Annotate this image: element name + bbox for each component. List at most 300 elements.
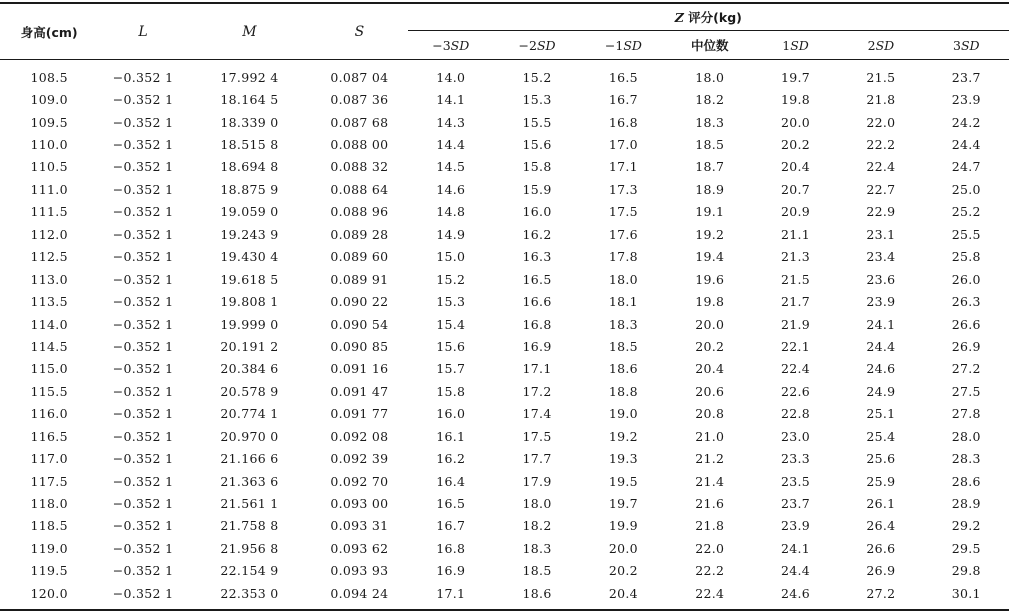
header-sd-suffix: SD — [450, 37, 470, 53]
table-cell: 0.091 47 — [330, 383, 389, 399]
table-cell: 20.191 2 — [220, 338, 279, 354]
table-cell: 26.6 — [866, 540, 896, 556]
table-cell: 16.3 — [522, 249, 552, 265]
header-sd-prefix: 1 — [782, 37, 791, 53]
table-cell: 21.6 — [695, 496, 725, 512]
table-cell: 21.8 — [695, 518, 725, 534]
header-sd-col — [753, 31, 838, 60]
table-cell: 24.4 — [866, 338, 896, 354]
table-cell: 0.093 00 — [330, 496, 389, 512]
header-z-label: 评分(kg) — [683, 10, 742, 25]
table-cell: 26.0 — [951, 271, 981, 287]
table-cell: 20.4 — [781, 159, 811, 175]
table-cell: 0.092 08 — [330, 428, 389, 444]
table-cell: −0.352 1 — [112, 451, 174, 467]
header-sd-prefix: 3 — [953, 37, 961, 53]
table-cell: 16.2 — [436, 451, 466, 467]
header-z-letter: Z — [674, 10, 684, 25]
table-cell: 15.0 — [436, 249, 466, 265]
table-cell: 23.3 — [781, 451, 811, 467]
table-cell: 18.339 0 — [220, 114, 279, 130]
table-cell: 0.092 39 — [330, 451, 389, 467]
table-cell: 15.3 — [522, 92, 552, 108]
table-row — [0, 425, 1009, 447]
table-cell: 15.8 — [436, 383, 466, 399]
table-cell: 14.9 — [436, 226, 466, 242]
table-cell: −0.352 1 — [112, 271, 174, 287]
header-sd-prefix: −1 — [604, 37, 624, 53]
table-header — [0, 3, 1009, 60]
table-cell: 18.9 — [695, 181, 725, 197]
table-cell: 19.8 — [781, 92, 811, 108]
table-cell: 18.164 5 — [220, 92, 279, 108]
table-cell: 18.3 — [695, 114, 725, 130]
table-cell: 16.5 — [522, 271, 552, 287]
table-row — [0, 178, 1009, 200]
table-cell: 28.6 — [951, 473, 981, 489]
table-cell: 22.9 — [866, 204, 896, 220]
table-cell: 15.2 — [522, 69, 552, 85]
table-cell: 17.5 — [522, 428, 552, 444]
table-cell: 20.578 9 — [220, 383, 279, 399]
table-cell: 0.091 77 — [330, 406, 389, 422]
header-L: L — [98, 3, 187, 60]
table-cell: 15.6 — [436, 338, 466, 354]
table-body — [0, 60, 1009, 610]
table-cell: 113.0 — [30, 271, 68, 287]
table-cell: 15.9 — [522, 181, 552, 197]
table-row — [0, 358, 1009, 380]
table-cell: 17.7 — [522, 451, 552, 467]
table-cell: 20.0 — [781, 114, 811, 130]
table-cell: 16.9 — [522, 338, 552, 354]
table-cell: −0.352 1 — [112, 316, 174, 332]
table-cell: 17.2 — [522, 383, 552, 399]
table-cell: 20.0 — [695, 316, 725, 332]
header-sd-suffix: SD — [875, 37, 895, 53]
table-cell: −0.352 1 — [112, 540, 174, 556]
table-cell: 110.5 — [30, 159, 68, 175]
table-cell: 17.6 — [608, 226, 638, 242]
table-cell: 25.6 — [866, 451, 896, 467]
table-cell: 29.8 — [951, 563, 981, 579]
table-cell: 29.2 — [951, 518, 981, 534]
table-row — [0, 246, 1009, 268]
table-cell: −0.352 1 — [112, 181, 174, 197]
table-cell: 17.992 4 — [220, 69, 279, 85]
table-cell: 115.0 — [30, 361, 68, 377]
table-cell: 21.8 — [866, 92, 896, 108]
table-cell: 22.4 — [781, 361, 811, 377]
table-cell: 0.088 64 — [330, 181, 389, 197]
table-cell: 116.5 — [30, 428, 68, 444]
table-cell: 16.2 — [522, 226, 552, 242]
table-cell: 108.5 — [30, 69, 68, 85]
table-cell: −0.352 1 — [112, 383, 174, 399]
table-row — [0, 313, 1009, 335]
table-cell: 113.5 — [30, 294, 68, 310]
header-sd-suffix: SD — [960, 37, 980, 53]
table-cell: 28.0 — [951, 428, 981, 444]
table-cell: 20.2 — [781, 137, 811, 153]
table-cell: 16.7 — [436, 518, 466, 534]
table-cell: 16.1 — [436, 428, 466, 444]
table-row — [0, 380, 1009, 402]
table-cell: 18.3 — [522, 540, 552, 556]
table-cell: −0.352 1 — [112, 496, 174, 512]
table-row — [0, 447, 1009, 469]
table-cell: 23.0 — [781, 428, 811, 444]
table-cell: 23.5 — [781, 473, 811, 489]
table-cell: 19.999 0 — [220, 316, 279, 332]
table-cell: 0.088 00 — [330, 137, 389, 153]
table-cell: 16.9 — [436, 563, 466, 579]
table-cell: 26.3 — [951, 294, 981, 310]
table-cell: 0.089 60 — [330, 249, 389, 265]
table-cell: 21.3 — [781, 249, 811, 265]
header-sd-col — [667, 31, 753, 60]
table-cell: 19.6 — [695, 271, 725, 287]
table-cell: 19.3 — [608, 451, 638, 467]
table-cell: 23.1 — [866, 226, 896, 242]
table-cell: 15.7 — [436, 361, 466, 377]
header-z-score-group — [408, 3, 1009, 31]
table-cell: 0.088 32 — [330, 159, 389, 175]
table-cell: 18.6 — [522, 585, 552, 601]
header-sd-prefix: −3 — [432, 37, 451, 53]
table-cell: 18.0 — [522, 496, 552, 512]
table-row — [0, 582, 1009, 609]
table-cell: −0.352 1 — [112, 159, 174, 175]
table-cell: 17.0 — [608, 137, 638, 153]
table-cell: 23.9 — [866, 294, 896, 310]
table-cell: 16.8 — [522, 316, 552, 332]
table-row — [0, 156, 1009, 178]
table-cell: 27.8 — [951, 406, 981, 422]
table-cell: 0.090 22 — [330, 294, 389, 310]
table-cell: 23.7 — [951, 69, 981, 85]
table-cell: −0.352 1 — [112, 338, 174, 354]
table-cell: 21.1 — [781, 226, 811, 242]
table-row — [0, 88, 1009, 110]
table-cell: 119.0 — [30, 540, 68, 556]
table-cell: 21.9 — [781, 316, 811, 332]
table-cell: 110.0 — [30, 137, 68, 153]
table-cell: 20.8 — [695, 406, 725, 422]
header-sd-suffix: SD — [536, 37, 556, 53]
table-cell: 14.8 — [436, 204, 466, 220]
table-cell: 23.4 — [866, 249, 896, 265]
table-cell: −0.352 1 — [112, 114, 174, 130]
table-cell: 22.2 — [866, 137, 896, 153]
table-cell: 18.5 — [608, 338, 638, 354]
table-cell: 24.6 — [781, 585, 811, 601]
table-cell: 15.5 — [522, 114, 552, 130]
header-sd-col — [494, 31, 580, 60]
table-cell: 0.093 62 — [330, 540, 389, 556]
table-cell: 15.6 — [522, 137, 552, 153]
table-cell: 20.2 — [608, 563, 638, 579]
table-row — [0, 111, 1009, 133]
table-cell: 0.090 54 — [330, 316, 389, 332]
table-cell: 21.4 — [695, 473, 725, 489]
header-sd-col — [408, 31, 494, 60]
table-cell: 17.4 — [522, 406, 552, 422]
table-cell: 24.9 — [866, 383, 896, 399]
table-cell: 27.5 — [951, 383, 981, 399]
table-row — [0, 60, 1009, 89]
table-cell: 18.0 — [695, 69, 725, 85]
table-cell: 0.089 28 — [330, 226, 389, 242]
table-cell: 26.1 — [866, 496, 896, 512]
table-cell: 23.9 — [951, 92, 981, 108]
table-cell: 20.7 — [781, 181, 811, 197]
table-cell: 0.087 04 — [330, 69, 389, 85]
table-cell: 112.0 — [30, 226, 68, 242]
table-row — [0, 223, 1009, 245]
table-cell: 21.7 — [781, 294, 811, 310]
table-row — [0, 515, 1009, 537]
table-cell: −0.352 1 — [112, 585, 174, 601]
table-cell: 0.093 31 — [330, 518, 389, 534]
table-cell: 18.5 — [522, 563, 552, 579]
table-cell: 20.774 1 — [220, 406, 279, 422]
table-cell: 25.4 — [866, 428, 896, 444]
table-cell: −0.352 1 — [112, 428, 174, 444]
table-cell: 21.561 1 — [220, 496, 279, 512]
table-cell: −0.352 1 — [112, 406, 174, 422]
table-cell: 16.8 — [608, 114, 638, 130]
table-cell: 16.4 — [436, 473, 466, 489]
table-cell: 22.4 — [866, 159, 896, 175]
table-cell: 0.092 70 — [330, 473, 389, 489]
table-cell: 19.243 9 — [220, 226, 279, 242]
table-cell: 28.9 — [951, 496, 981, 512]
table-cell: 22.7 — [866, 181, 896, 197]
table-row — [0, 470, 1009, 492]
table-cell: 22.2 — [695, 563, 725, 579]
table-row — [0, 492, 1009, 514]
table-cell: 114.0 — [30, 316, 68, 332]
table-cell: 119.5 — [30, 563, 68, 579]
table-row — [0, 560, 1009, 582]
table-cell: 17.1 — [522, 361, 552, 377]
table-cell: 111.5 — [30, 204, 68, 220]
table-cell: 115.5 — [30, 383, 68, 399]
table-cell: 109.0 — [30, 92, 68, 108]
table-cell: 26.4 — [866, 518, 896, 534]
table-cell: 27.2 — [951, 361, 981, 377]
table-cell: 22.154 9 — [220, 563, 279, 579]
table-cell: 18.0 — [608, 271, 638, 287]
table-cell: 21.0 — [695, 428, 725, 444]
table-row — [0, 403, 1009, 425]
table-cell: 0.089 91 — [330, 271, 389, 287]
table-cell: 27.2 — [866, 585, 896, 601]
table-cell: 26.9 — [951, 338, 981, 354]
table-cell: 15.3 — [436, 294, 466, 310]
table-cell: 19.7 — [781, 69, 811, 85]
table-cell: 19.2 — [695, 226, 725, 242]
table-cell: 18.6 — [608, 361, 638, 377]
table-cell: 19.5 — [608, 473, 638, 489]
table-cell: 20.4 — [695, 361, 725, 377]
table-cell: 22.8 — [781, 406, 811, 422]
table-cell: 109.5 — [30, 114, 68, 130]
table-cell: 23.6 — [866, 271, 896, 287]
table-cell: 14.5 — [436, 159, 466, 175]
table-cell: 17.1 — [436, 585, 466, 601]
table-cell: 30.1 — [951, 585, 981, 601]
table-cell: 20.4 — [608, 585, 638, 601]
table-cell: 0.093 93 — [330, 563, 389, 579]
table-cell: −0.352 1 — [112, 361, 174, 377]
table-cell: 14.6 — [436, 181, 466, 197]
growth-reference-table — [0, 2, 1009, 611]
table-cell: 24.6 — [866, 361, 896, 377]
table-cell: 23.7 — [781, 496, 811, 512]
table-cell: 14.3 — [436, 114, 466, 130]
table-cell: 120.0 — [30, 585, 68, 601]
table-cell: 18.7 — [695, 159, 725, 175]
table-cell: 17.1 — [608, 159, 638, 175]
table-cell: 23.9 — [781, 518, 811, 534]
table-cell: 0.091 16 — [330, 361, 389, 377]
table-cell: 20.970 0 — [220, 428, 279, 444]
table-cell: 22.0 — [695, 540, 725, 556]
table-cell: −0.352 1 — [112, 563, 174, 579]
table-cell: 15.8 — [522, 159, 552, 175]
table-cell: 19.7 — [608, 496, 638, 512]
table-cell: 20.0 — [608, 540, 638, 556]
table-cell: −0.352 1 — [112, 294, 174, 310]
table-cell: 19.808 1 — [220, 294, 279, 310]
table-cell: 0.094 24 — [330, 585, 389, 601]
table-cell: 20.6 — [695, 383, 725, 399]
table-cell: −0.352 1 — [112, 69, 174, 85]
table-cell: 16.0 — [522, 204, 552, 220]
table-cell: −0.352 1 — [112, 204, 174, 220]
header-sd-col — [580, 31, 666, 60]
table-cell: 14.0 — [436, 69, 466, 85]
table-cell: −0.352 1 — [112, 137, 174, 153]
table-cell: 25.0 — [951, 181, 981, 197]
table-cell: 19.9 — [608, 518, 638, 534]
table-cell: 21.363 6 — [220, 473, 279, 489]
table-cell: 18.1 — [608, 294, 638, 310]
table-cell: 19.430 4 — [220, 249, 279, 265]
header-S: S — [311, 3, 407, 60]
table-cell: 18.694 8 — [220, 159, 279, 175]
header-sd-col — [924, 31, 1009, 60]
header-M: M — [188, 3, 311, 60]
header-sd-col — [838, 31, 923, 60]
table-cell: 17.5 — [608, 204, 638, 220]
table-cell: 16.8 — [436, 540, 466, 556]
table-cell: 19.618 5 — [220, 271, 279, 287]
table-cell: 24.7 — [951, 159, 981, 175]
table-cell: 26.9 — [866, 563, 896, 579]
table-cell: 118.0 — [30, 496, 68, 512]
table-cell: 24.1 — [781, 540, 811, 556]
header-sd-suffix: SD — [623, 37, 642, 53]
table-cell: 17.3 — [608, 181, 638, 197]
table-cell: 24.4 — [951, 137, 981, 153]
table-cell: 22.6 — [781, 383, 811, 399]
table-cell: 28.3 — [951, 451, 981, 467]
table-cell: 18.515 8 — [220, 137, 279, 153]
table-cell: 18.5 — [695, 137, 725, 153]
table-cell: 114.5 — [30, 338, 68, 354]
table-row — [0, 133, 1009, 155]
table-cell: 19.059 0 — [220, 204, 279, 220]
table-cell: 19.1 — [695, 204, 725, 220]
table-cell: 22.4 — [695, 585, 725, 601]
table-cell: 14.4 — [436, 137, 466, 153]
table-cell: 21.956 8 — [220, 540, 279, 556]
table-cell: 26.6 — [951, 316, 981, 332]
table-cell: 25.9 — [866, 473, 896, 489]
header-sd-prefix: 2 — [867, 37, 876, 53]
header-sd-suffix: SD — [790, 37, 809, 53]
table-cell: 16.0 — [436, 406, 466, 422]
table-row — [0, 201, 1009, 223]
table-cell: 0.087 36 — [330, 92, 389, 108]
table-cell: 16.7 — [608, 92, 638, 108]
table-cell: −0.352 1 — [112, 473, 174, 489]
header-sd-prefix: −2 — [518, 37, 537, 53]
table-cell: 117.5 — [30, 473, 68, 489]
table-cell: 19.4 — [695, 249, 725, 265]
table-cell: 16.6 — [522, 294, 552, 310]
table-cell: −0.352 1 — [112, 518, 174, 534]
table-cell: −0.352 1 — [112, 92, 174, 108]
table-cell: −0.352 1 — [112, 226, 174, 242]
table-cell: 15.2 — [436, 271, 466, 287]
table-cell: 20.384 6 — [220, 361, 279, 377]
table-cell: 17.9 — [522, 473, 552, 489]
table-cell: 21.2 — [695, 451, 725, 467]
table-cell: 21.166 6 — [220, 451, 279, 467]
table-cell: 19.0 — [608, 406, 638, 422]
table-cell: 18.2 — [695, 92, 725, 108]
table-cell: 29.5 — [951, 540, 981, 556]
table-cell: 14.1 — [436, 92, 466, 108]
table-cell: 18.2 — [522, 518, 552, 534]
table-cell: 117.0 — [30, 451, 68, 467]
table-cell: 25.2 — [951, 204, 981, 220]
table-cell: 18.875 9 — [220, 181, 279, 197]
table-cell: 22.353 0 — [220, 585, 279, 601]
table-cell: 19.8 — [695, 294, 725, 310]
table-cell: 20.9 — [781, 204, 811, 220]
table-cell: 0.088 96 — [330, 204, 389, 220]
table-cell: 15.4 — [436, 316, 466, 332]
table-cell: 16.5 — [608, 69, 638, 85]
table-cell: 118.5 — [30, 518, 68, 534]
table-cell: 21.5 — [866, 69, 896, 85]
table-cell: 0.090 85 — [330, 338, 389, 354]
table-cell: 18.8 — [608, 383, 638, 399]
table-cell: 22.0 — [866, 114, 896, 130]
table-cell: 25.8 — [951, 249, 981, 265]
table-cell: −0.352 1 — [112, 249, 174, 265]
table-cell: 0.087 68 — [330, 114, 389, 130]
table-cell: 24.1 — [866, 316, 896, 332]
table-cell: 21.758 8 — [220, 518, 279, 534]
table-cell: 112.5 — [30, 249, 68, 265]
table-cell: 111.0 — [30, 181, 68, 197]
